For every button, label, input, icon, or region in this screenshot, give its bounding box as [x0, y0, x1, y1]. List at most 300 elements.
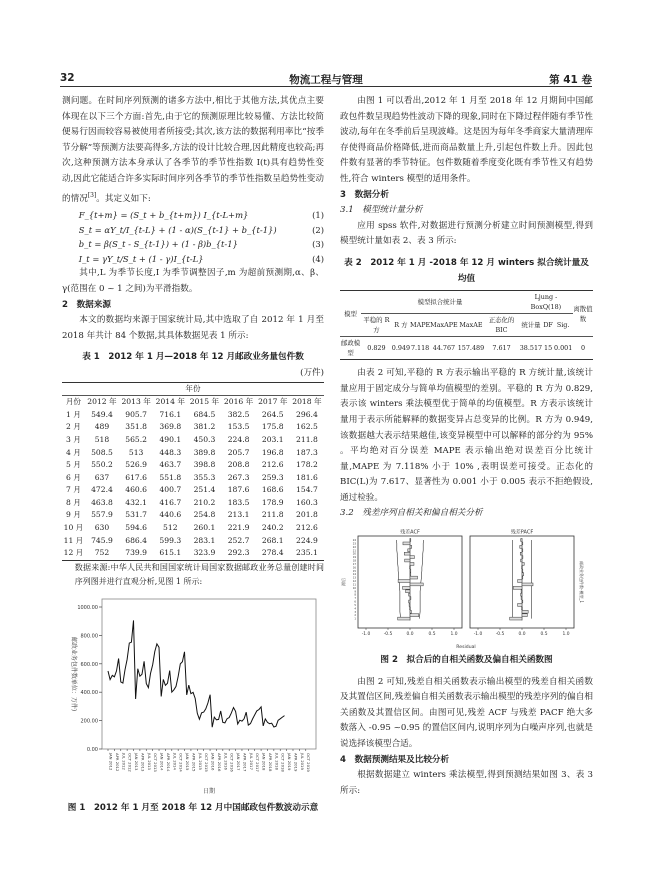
acf-bar — [409, 593, 410, 596]
table-cell: 178.2 — [296, 460, 318, 470]
equation — [62, 252, 324, 267]
row-label: 10 月 — [63, 523, 84, 533]
table-cell: 212.6 — [296, 523, 318, 533]
acf-bar — [522, 569, 523, 572]
table-cell: 599.3 — [159, 535, 182, 545]
x-tick-label: OCT 2015 — [204, 752, 210, 772]
table-cell: 15 — [543, 337, 553, 360]
table-cell: 240.2 — [261, 523, 284, 533]
subsection-heading: 3.1 模型统计量分析 — [340, 205, 423, 216]
x-tick-label: OCT 2018 — [280, 752, 286, 772]
acf-bar — [406, 590, 410, 593]
table-cell: 448.3 — [159, 447, 182, 457]
row-label: 2 月 — [66, 422, 81, 432]
table-cell: 684.5 — [193, 409, 216, 419]
acf-bar — [522, 610, 528, 613]
x-tick-label: JUL 2016 — [223, 752, 229, 770]
table-cell: 615.1 — [153, 547, 187, 560]
acf-bar — [521, 539, 522, 542]
table-cell: 716.1 — [159, 409, 182, 419]
table-row — [62, 409, 324, 422]
table-cell: 157.489 — [458, 337, 484, 360]
x-tick-label: OCT 2012 — [127, 752, 133, 772]
x-tick-label: 0.5 — [540, 632, 548, 638]
table-cell: 0.949 — [392, 337, 410, 360]
paragraph — [62, 94, 324, 207]
table-cell: 264.5 — [261, 409, 284, 419]
x-tick-label: JUL 2019 — [299, 752, 305, 770]
equation — [62, 223, 324, 238]
row-label: 7 月 — [66, 485, 81, 495]
table1-unit: (万件) — [300, 367, 324, 378]
section-heading: 3 数据分析 — [340, 189, 389, 200]
table-cell: 594.6 — [125, 523, 147, 533]
table2 — [340, 290, 593, 360]
table-row — [62, 497, 324, 510]
acf-bar — [410, 576, 417, 579]
x-tick-label: 1.0 — [562, 632, 570, 638]
table-cell: 745.9 — [91, 535, 113, 545]
x-tick-label: JAN 2013 — [134, 752, 140, 771]
acf-bar — [410, 583, 423, 586]
x-tick-label: APR 2016 — [216, 752, 222, 772]
acf-bar — [410, 573, 411, 576]
journal-title: 物流工程与管理 — [289, 74, 363, 86]
table-cell: 183.5 — [227, 497, 250, 507]
acf-bar — [403, 586, 410, 589]
table-cell: 259.3 — [261, 472, 284, 482]
series-label: 邮政业务包件数-模型_1 — [579, 561, 584, 604]
x-tick-label: JAN 2014 — [159, 752, 165, 771]
lag-label: 3 — [354, 610, 356, 614]
acf-bar — [408, 549, 410, 552]
acf-bar — [518, 604, 522, 607]
acf-bar — [522, 549, 523, 552]
table-cell: 7.118 — [410, 337, 430, 360]
x-tick-label: APR 2018 — [267, 752, 273, 772]
figure1-line-chart — [62, 593, 324, 798]
table-cell: 565.2 — [125, 434, 147, 444]
acf-bar — [522, 600, 523, 603]
table-row — [62, 459, 324, 472]
x-tick-label: -0.5 — [495, 632, 505, 638]
table-row — [62, 522, 324, 535]
table-cell: 268.1 — [261, 535, 284, 545]
table-cell: 398.8 — [193, 460, 216, 470]
table-cell: 267.3 — [227, 472, 250, 482]
acf-bar — [522, 563, 524, 566]
acf-bar — [522, 573, 524, 576]
table-row — [62, 447, 324, 460]
table-cell: 0.829 — [361, 337, 392, 360]
row-label: 6 月 — [66, 472, 81, 482]
x-tick-label: -1.0 — [473, 632, 483, 638]
table-cell: 252.7 — [227, 535, 250, 545]
table-cell: 381.2 — [193, 422, 216, 432]
lag-label: 23 — [352, 542, 356, 546]
x-tick-label: 0.0 — [518, 632, 526, 638]
x-tick-label: JAN 2019 — [287, 752, 293, 771]
table-cell: 905.7 — [125, 409, 147, 419]
y-axis-label: 邮政业务包件数单位：万件) — [70, 636, 77, 712]
table-cell: 44.767 — [430, 337, 458, 360]
table-header-cell: MAPE — [410, 321, 431, 330]
table-cell: 278.4 — [256, 547, 290, 560]
table-header-cell: 2018 年 — [292, 397, 322, 407]
lag-label: 22 — [352, 545, 356, 549]
paragraph: 由表 2 可知,平稳的 R 方表示输出平稳的 R 方统计量,该统计量应用于固定成分与简单均值模型的差别。平稳的 R 方为 0.829,表示该 winters 乘法模型优于简单的均值模型。R 方表示该统计量用于表示所能解释的数据变异占总变异的比例。R 方为 0.949,该数据越大表示结果越佳,该变异模型中可以解释的部分约为 95% 。平均绝对百分误差 MAPE 表示输出绝对误差百分比统计量,MAPE 为 7.118% 小于 10% ,表明误差可接受。正态化的 BIC(L)为 7.617、显著性为 0.001 小于 0.005 表示不拒绝假设,通过检验。 — [340, 368, 593, 503]
table-cell: 153.5 — [227, 422, 250, 432]
equation-expression: S_t = αY_t/I_{t-L} + (1 - α)(S_{t-1} + b_{t-1}) — [78, 224, 277, 235]
acf-bar — [403, 542, 410, 545]
acf-bar — [513, 586, 522, 589]
row-label: 8 月 — [66, 497, 81, 507]
acf-bar — [518, 580, 522, 583]
table-cell: 551.8 — [159, 472, 182, 482]
acf-bar — [404, 552, 410, 555]
acf-bar — [520, 545, 522, 548]
table-group-header: Ljung - BoxQ(18) — [519, 291, 573, 314]
table-cell: 389.8 — [193, 447, 216, 457]
table-header-cell: 2014 年 — [155, 397, 185, 407]
lag-label: 12 — [352, 580, 356, 584]
table-cell: 323.9 — [187, 547, 221, 560]
table-header-cell: 统计量 — [521, 321, 541, 330]
table-header-cell: MaxAPE — [430, 321, 458, 330]
figure2-acf-pacf-chart — [340, 526, 593, 651]
lag-label: 9 — [354, 590, 356, 594]
lag-label: 20 — [352, 552, 356, 556]
table-cell: 162.5 — [296, 422, 318, 432]
table-cell: 292.3 — [222, 547, 256, 560]
acf-bar — [410, 556, 414, 559]
table-header-cell: 2015 年 — [189, 397, 220, 407]
table-cell: 178.9 — [261, 497, 284, 507]
x-tick-label: OCT 2014 — [178, 752, 184, 772]
y-axis-label: 滞后 — [341, 578, 346, 587]
table-cell: 739.9 — [119, 547, 153, 560]
lag-label: 13 — [352, 576, 356, 580]
row-label: 11 月 — [63, 535, 84, 545]
lag-label: 14 — [352, 573, 356, 577]
table-cell: 187.6 — [227, 485, 250, 495]
lag-label: 10 — [352, 586, 356, 590]
table-cell: 213.1 — [227, 510, 250, 520]
x-axis-label: Residual — [456, 645, 476, 651]
table-cell: 0 — [573, 337, 593, 360]
table-cell: 0.001 — [553, 337, 573, 360]
right-column — [340, 94, 593, 799]
table-cell: 211.8 — [296, 434, 318, 444]
table-cell: 205.7 — [227, 447, 250, 457]
x-tick-label: JAN 2018 — [261, 752, 267, 771]
paragraph: 由图 1 可以看出,2012 年 1 月至 2018 年 12 月期间中国邮政包件数呈现趋势性波动下降的现象,同时在下降过程伴随有季节性波动,每年在冬季前后呈现波峰。这是因为每年冬季商家大量清理库存使得商品价格降低,进而商品数量上升,引起包件数上升。因此包件数有显著的季节特征。包件数随着季度变化既有季节性又有趋势性,符合 winters 模型的适用条件。 — [340, 96, 593, 184]
table-cell: 211.8 — [261, 510, 284, 520]
x-tick-label: 0.0 — [406, 632, 414, 638]
table-group-header: 模型拟合统计量 — [361, 291, 519, 314]
table-cell: 224.9 — [296, 535, 318, 545]
table-cell: 472.4 — [91, 485, 113, 495]
table-cell: 450.3 — [193, 434, 216, 444]
equation-number: (4) — [312, 253, 324, 264]
acf-bar — [410, 566, 411, 569]
row-label: 邮政模型 — [340, 337, 361, 360]
table-cell: 549.4 — [91, 409, 113, 419]
table-cell: 460.6 — [125, 485, 147, 495]
table-cell: 351.8 — [125, 422, 147, 432]
table-cell: 440.6 — [159, 510, 182, 520]
paragraph: 应用 spss 软件,对数据进行预测分析建立时间预测模型,得到模型统计量如表 2、表 3 所示: — [340, 220, 593, 247]
lag-label: 11 — [352, 583, 356, 587]
subsection-heading: 3.2 残差序列自相关和偏自相关分析 — [340, 508, 483, 519]
equation-list — [62, 208, 324, 266]
acf-bar — [522, 576, 523, 579]
table1-caption: 表 1 2012 年 1 月—2018 年 12 月邮政业务量包件数 — [82, 352, 304, 363]
table-cell: 221.9 — [227, 523, 250, 533]
table-cell: 550.2 — [91, 460, 113, 470]
acf-bar — [410, 539, 411, 542]
table-header-cell: DF — [543, 321, 553, 330]
table-row — [62, 535, 324, 548]
x-tick-label: JUL 2013 — [146, 752, 152, 770]
table-cell: 168.6 — [261, 485, 284, 495]
table-header-cell: 月份 — [65, 397, 82, 407]
table-cell: 38.517 — [519, 337, 543, 360]
table-cell: 224.8 — [227, 434, 250, 444]
lag-label: 19 — [352, 556, 356, 560]
x-tick-label: JUL 2017 — [248, 752, 254, 770]
lag-label: 21 — [352, 549, 356, 553]
x-tick-label: APR 2017 — [242, 752, 248, 772]
lag-label: 4 — [354, 607, 356, 611]
acf-bar — [410, 563, 414, 566]
equation-number: (1) — [312, 210, 324, 221]
row-label: 4 月 — [66, 447, 81, 457]
table-cell: 382.5 — [227, 409, 250, 419]
equation — [62, 237, 324, 252]
lag-label: 16 — [352, 566, 356, 570]
table-cell: 160.3 — [296, 497, 318, 507]
x-tick-label: JUL 2018 — [274, 752, 280, 770]
page-number: 32 — [60, 72, 75, 84]
table-header: 模型 — [340, 291, 361, 337]
acf-bar — [521, 559, 522, 562]
panel-title: 残差PACF — [510, 529, 534, 536]
table-cell: 201.8 — [296, 510, 318, 520]
x-tick-label: JAN 2017 — [236, 752, 242, 771]
table-cell: 630 — [94, 523, 110, 533]
table-cell: 210.2 — [193, 497, 216, 507]
acf-bar — [521, 597, 522, 600]
table-header-cell: Sig. — [556, 321, 570, 330]
x-tick-label: -0.5 — [383, 632, 393, 638]
x-tick-label: APR 2015 — [191, 752, 197, 772]
lag-label: 1 — [354, 617, 356, 621]
table-cell: 212.6 — [261, 460, 284, 470]
equation-expression: b_t = β(S_t - S_{t-1}) + (1 - β)b_{t-1} — [78, 239, 238, 250]
x-tick-label: OCT 2017 — [255, 752, 261, 772]
table-header-cell: 平稳的 R 方 — [363, 316, 390, 335]
table-row — [62, 472, 324, 485]
table-header-cell: 2017 年 — [258, 397, 288, 407]
table-cell: 416.7 — [159, 497, 182, 507]
table-cell: 617.6 — [125, 472, 147, 482]
table-cell: 154.7 — [296, 485, 318, 495]
equation-number: (2) — [312, 224, 324, 235]
acf-bar — [522, 542, 523, 545]
paragraph: 本文的数据均来源于国家统计局,其中选取了自 2012 年 1 月至 2018 年共计 84 个数据,其具体数据见表 1 所示: — [62, 315, 324, 341]
table1 — [62, 382, 324, 561]
paragraph: 根据数据建立 winters 乘法模型,得到预测结果如图 3、表 3 所示: — [340, 770, 593, 796]
table-cell: 512 — [163, 523, 178, 533]
table-cell: 283.1 — [193, 535, 216, 545]
table-cell: 463.7 — [159, 460, 182, 470]
acf-bar — [510, 617, 522, 620]
table-header: 离散值数 — [573, 291, 593, 337]
acf-bar — [522, 614, 527, 617]
equation — [62, 208, 324, 223]
y-tick-label: 600.00 — [80, 661, 98, 668]
table-row — [62, 421, 324, 434]
equation-number: (3) — [312, 239, 324, 250]
equation-expression: I_t = γY_t/S_t + (1 - γ)I_{t-L} — [78, 253, 204, 264]
lag-label: 7 — [354, 597, 356, 601]
table-cell: 175.8 — [261, 422, 284, 432]
table-cell: 637 — [94, 472, 110, 482]
lag-label: 8 — [354, 593, 356, 597]
y-tick-label: 800.00 — [80, 633, 98, 640]
table-header-cell: 2013 年 — [121, 397, 151, 407]
lag-label: 17 — [352, 562, 356, 566]
table-cell: 369.8 — [159, 422, 182, 432]
table-row — [62, 547, 324, 560]
x-tick-label: JAN 2016 — [210, 752, 216, 771]
lag-label: 24 — [352, 539, 356, 543]
x-tick-label: OCT 2013 — [153, 752, 159, 772]
acf-bar — [522, 607, 523, 610]
x-tick-label: APR 2013 — [140, 752, 146, 772]
table-cell: 296.4 — [296, 409, 318, 419]
x-tick-label: JUL 2014 — [172, 752, 178, 770]
y-tick-label: 200.00 — [80, 718, 98, 725]
acf-bar — [398, 617, 410, 620]
table-cell: 432.1 — [125, 497, 147, 507]
x-tick-label: OCT 2016 — [229, 752, 235, 772]
table-row — [62, 434, 324, 447]
left-column — [62, 94, 324, 816]
y-tick-label: 0.00 — [86, 746, 98, 753]
table-header-row — [340, 314, 593, 337]
x-tick-label: APR 2014 — [165, 752, 171, 772]
section-heading: 4 数据预测结果及比较分析 — [340, 754, 450, 765]
acf-bar — [520, 552, 522, 555]
figure1-caption: 图 1 2012 年 1 月至 2018 年 12 月中国邮政包件数波动示意 — [67, 802, 319, 813]
table-cell: 490.1 — [159, 434, 182, 444]
table-cell: 526.9 — [125, 460, 147, 470]
row-label: 9 月 — [66, 510, 81, 520]
table-row — [62, 509, 324, 522]
table-cell: 203.1 — [261, 434, 284, 444]
acf-bar — [410, 607, 411, 610]
x-tick-label: 1.0 — [450, 632, 458, 638]
x-tick-label: JAN 2012 — [108, 752, 114, 771]
table-cell: 489 — [94, 422, 110, 432]
table-cell: 251.4 — [193, 485, 216, 495]
row-label: 3 月 — [66, 434, 81, 444]
table-cell: 513 — [128, 447, 144, 457]
section-heading: 2 数据来源 — [62, 299, 111, 310]
x-tick-label: 0.5 — [428, 632, 436, 638]
acf-bar — [410, 569, 411, 572]
figure2-caption: 图 2 拟合后的自相关函数及偏自相关函数图 — [380, 655, 553, 666]
table-cell: 355.3 — [193, 472, 216, 482]
running-header — [60, 70, 592, 87]
row-label: 1 月 — [66, 409, 81, 419]
acf-bar — [522, 556, 523, 559]
x-tick-label: JUL 2015 — [197, 752, 203, 770]
table-cell: 187.3 — [296, 447, 318, 457]
table-cell: 208.8 — [227, 460, 250, 470]
x-tick-label: -1.0 — [361, 632, 371, 638]
lag-label: 5 — [354, 603, 356, 607]
table-cell: 400.7 — [159, 485, 182, 495]
x-tick-label: APR 2019 — [293, 752, 299, 772]
table-cell: 7.617 — [484, 337, 519, 360]
table-row — [340, 337, 593, 360]
acf-bar — [398, 580, 410, 583]
plot-area — [102, 599, 316, 749]
acf-bar — [521, 590, 522, 593]
table-header-cell: R 方 — [394, 321, 408, 330]
volume-label: 第 41 卷 — [549, 74, 592, 86]
x-tick-label: OCT 2019 — [306, 752, 312, 772]
table-cell: 260.1 — [193, 523, 216, 533]
table-header-cell: 正态化的 BIC — [488, 316, 515, 335]
lag-label: 15 — [352, 569, 356, 573]
acf-bar — [405, 559, 410, 562]
acf-bar — [410, 597, 411, 600]
table-cell: 196.8 — [261, 447, 284, 457]
x-axis-label: 日期 — [202, 787, 216, 795]
acf-bar — [522, 566, 523, 569]
y-tick-label: 400.00 — [80, 690, 98, 697]
paragraph: 由图 2 可知,残差自相关函数表示输出模型的残差自相关函数及其置信区间,残差偏自相关函数表示输出模型的残差序列的偏自相关函数及其置信区间。由图可见,残差 ACF 与残差 PACF 绝大多数落入 -0.95 ~0.95 的置信区间内,说明序列为白噪声序列,也就是说选择该模型合适。 — [340, 676, 593, 750]
table1-source: 数据来源:中华人民共和国国家统计局国家数据邮政业务总量创建时间序列图并进行直观分析,见图 1 所示: — [74, 562, 324, 586]
table-cell: 181.6 — [296, 472, 318, 482]
panel-title: 残差ACF — [400, 529, 420, 536]
x-tick-label: APR 2012 — [114, 752, 120, 772]
paragraph-text: 。其定义如下: — [96, 193, 151, 204]
y-tick-label: 1000.00 — [77, 604, 98, 611]
table-cell: 557.9 — [91, 510, 113, 520]
citation: [3] — [87, 191, 97, 199]
table-header-cell: 2012 年 — [87, 397, 117, 407]
acf-bar — [522, 583, 533, 586]
row-label: 5 月 — [66, 460, 81, 470]
table-header-cell: MaxAE — [459, 321, 483, 330]
paragraph-text: 测问题。在时间序列预测的诸多方法中,相比于其他方法,其优点主要体现在以下三个方面:首先,由于它的预测原理比较易懂、方法比较简便易行因而较容易被使用者所接受;其次,该方法的数据利用率比“按季节分解”等预测方法要高得多,方法的设计比较合理,因此精度也较高;再次,这种预测方法本身承认了各季节的季节性指数 I(t)具有趋势性变动,因此它能适合许多实际时间序列各季节的季节性指数呈趋势性变动的情况 — [62, 96, 324, 204]
table-cell: 752 — [85, 547, 119, 560]
table-cell: 254.8 — [193, 510, 216, 520]
acf-bar — [410, 545, 412, 548]
x-tick-label: JUL 2012 — [121, 752, 127, 770]
table2-caption: 表 2 2012 年 1 月 -2018 年 12 月 winters 拟合统计量及均值 — [344, 257, 589, 284]
acf-bar — [409, 604, 410, 607]
row-label: 12 月 — [62, 547, 85, 560]
table-cell: 463.8 — [91, 497, 113, 507]
table-header-row — [62, 396, 324, 409]
lag-label: 18 — [352, 559, 356, 563]
